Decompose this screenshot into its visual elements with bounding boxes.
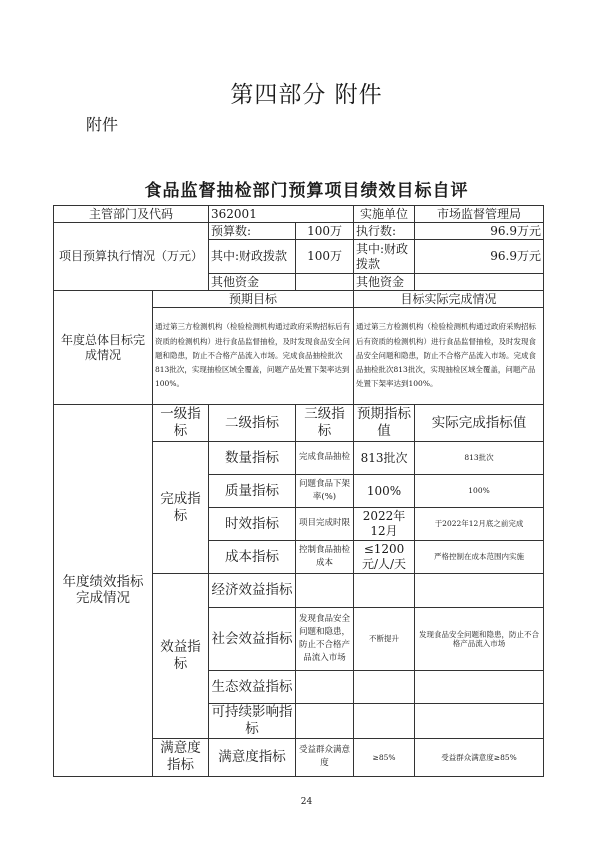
actual-ecological xyxy=(415,671,544,704)
exec-amount: 96.9万元 xyxy=(415,223,544,240)
section-label: 附件 xyxy=(86,115,119,134)
actual-social: 发现食品安全问题和隐患，防止不合格产品流入市场 xyxy=(415,608,544,671)
level2-quality: 质量指标 xyxy=(209,475,296,508)
output-indicator-label: 完成指标 xyxy=(153,442,209,574)
expected-quantity: 813批次 xyxy=(354,442,415,475)
actual-satisfaction: 受益群众满意度≥85% xyxy=(415,738,544,776)
level2-quantity: 数量指标 xyxy=(209,442,296,475)
performance-table xyxy=(53,205,544,777)
indicators-section-label: 年度绩效指标完成情况 xyxy=(54,405,153,777)
fiscal-budget-amount: 100万 xyxy=(296,240,354,274)
col-header-actual: 实际完成指标值 xyxy=(415,405,544,442)
budget-amount: 100万 xyxy=(296,223,354,240)
benefit-indicator-label: 效益指标 xyxy=(153,574,209,739)
level3-ecological xyxy=(296,671,354,704)
expected-social: 不断提升 xyxy=(354,608,415,671)
col-header-level2: 二级指标 xyxy=(209,405,296,442)
impl-unit-label: 实施单位 xyxy=(354,206,415,223)
actual-goal-header: 目标实际完成情况 xyxy=(354,291,544,308)
level2-sustainable: 可持续影响指标 xyxy=(209,704,296,739)
col-header-level3: 三级指标 xyxy=(296,405,354,442)
table-title: 食品监督抽检部门预算项目绩效目标自评 xyxy=(144,181,469,201)
expected-goal-header: 预期目标 xyxy=(153,291,354,308)
budget-label: 项目预算执行情况（万元） xyxy=(54,223,209,291)
expected-quality: 100% xyxy=(354,475,415,508)
page-number: 24 xyxy=(300,797,313,807)
other-funds-label: 其他资金 xyxy=(209,274,296,291)
level2-economic: 经济效益指标 xyxy=(209,574,296,608)
other-funds-amount xyxy=(296,274,354,291)
actual-economic xyxy=(415,574,544,608)
fiscal-exec-label: 其中:财政拨款 xyxy=(354,240,415,274)
page-heading: 第四部分 附件 xyxy=(230,82,383,108)
level2-ecological: 生态效益指标 xyxy=(209,671,296,704)
expected-timeliness: 2022年12月 xyxy=(354,508,415,541)
level3-sustainable xyxy=(296,704,354,739)
expected-sustainable xyxy=(354,704,415,739)
dept-label: 主管部门及代码 xyxy=(54,206,209,223)
expected-cost: ≤1200元/人/天 xyxy=(354,541,415,574)
impl-unit-value: 市场监督管理局 xyxy=(415,206,544,223)
level3-quantity: 完成食品抽检 xyxy=(296,442,354,475)
expected-goal-text: 通过第三方检测机构（检验检测机构通过政府采购招标后有资质的检测机构）进行食品监督抽检，及时发现食品安全问题和隐患，防止不合格产品流入市场。完成食品抽检批次813批次，实现抽检区域全覆盖，问题产品处置下架率达到100%。 xyxy=(153,308,354,405)
expected-satisfaction: ≥85% xyxy=(354,738,415,776)
expected-economic xyxy=(354,574,415,608)
actual-sustainable xyxy=(415,704,544,739)
exec-amount-label: 执行数: xyxy=(354,223,415,240)
actual-cost: 严格控制在成本范围内实施 xyxy=(415,541,544,574)
col-header-level1: 一级指标 xyxy=(153,405,209,442)
other-funds-exec-label: 其他资金 xyxy=(354,274,415,291)
fiscal-exec-amount: 96.9万元 xyxy=(415,240,544,274)
actual-timeliness: 于2022年12月底之前完成 xyxy=(415,508,544,541)
level2-cost: 成本指标 xyxy=(209,541,296,574)
actual-quality: 100% xyxy=(415,475,544,508)
level2-timeliness: 时效指标 xyxy=(209,508,296,541)
level3-satisfaction: 受益群众满意度 xyxy=(296,738,354,776)
level2-social: 社会效益指标 xyxy=(209,608,296,671)
level3-quality: 问题食品下架率(%) xyxy=(296,475,354,508)
level3-social: 发现食品安全问题和隐患，防止不合格产品流入市场 xyxy=(296,608,354,671)
level2-satisfaction: 满意度指标 xyxy=(209,738,296,776)
annual-goal-label: 年度总体目标完成情况 xyxy=(54,291,153,405)
actual-goal-text: 通过第三方检测机构（检验检测机构通过政府采购招标后有资质的检测机构）进行食品监督抽检，及时发现食品安全问题和隐患，防止不合格产品流入市场。完成食品抽检批次813批次，实现抽检区域全覆盖，问题产品处置下架率达到100%。 xyxy=(354,308,544,405)
expected-ecological xyxy=(354,671,415,704)
col-header-expected: 预期指标值 xyxy=(354,405,415,442)
satisfaction-indicator-label: 满意度指标 xyxy=(153,738,209,776)
other-funds-exec-amount xyxy=(415,274,544,291)
actual-quantity: 813批次 xyxy=(415,442,544,475)
level3-economic xyxy=(296,574,354,608)
dept-code: 362001 xyxy=(209,206,354,223)
level3-timeliness: 项目完成时限 xyxy=(296,508,354,541)
fiscal-budget-label: 其中:财政拨款 xyxy=(209,240,296,274)
budget-amount-label: 预算数: xyxy=(209,223,296,240)
level3-cost: 控制食品抽检成本 xyxy=(296,541,354,574)
